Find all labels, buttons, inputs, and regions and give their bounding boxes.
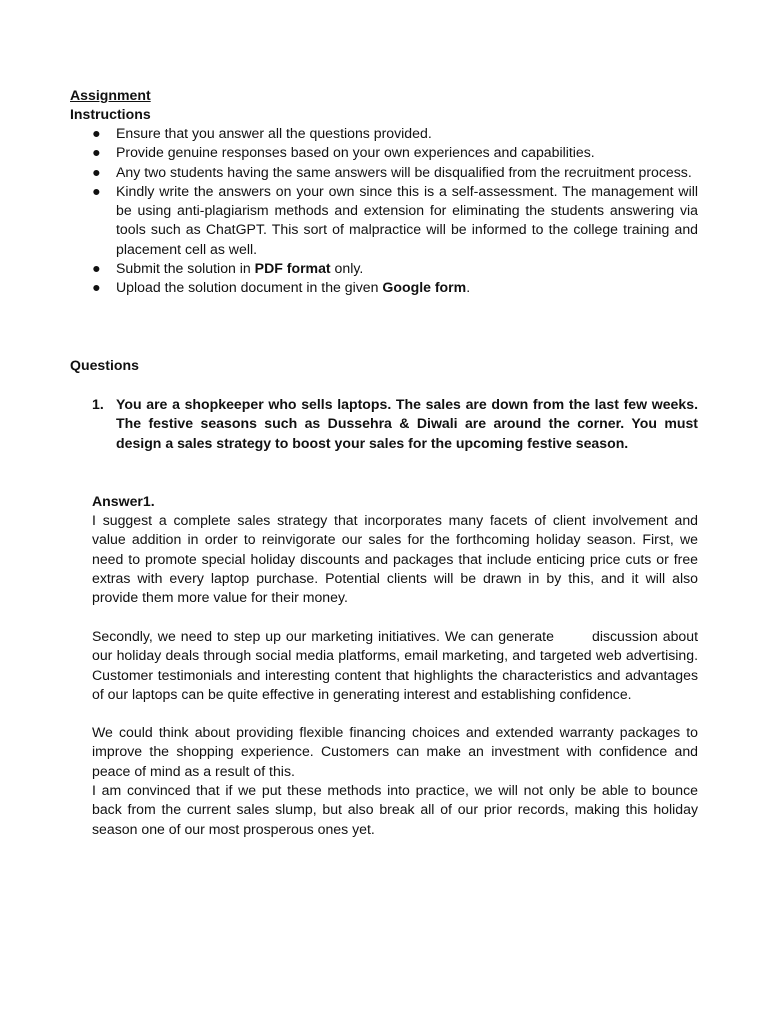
answer-paragraph: Secondly, we need to step up our marketing initiatives. We can generate discussion about our holiday deals through social media platforms, email marketing, and targeted web advertising. Customer testimonials and interesting content that highlights the characteristics and advantages of our laptops can be quite effective in generating interest and establishing confidence. bbox=[92, 628, 702, 702]
instruction-text: Any two students having the same answers will be disqualified from the recruitment process. bbox=[116, 163, 692, 180]
instruction-item bbox=[92, 143, 698, 162]
instruction-text-post: . bbox=[466, 279, 471, 296]
bullet-icon: ● bbox=[92, 260, 101, 277]
bullet-icon: ● bbox=[92, 163, 101, 180]
instruction-text-pre: Submit the solution in bbox=[116, 260, 255, 277]
bullet-icon: ● bbox=[92, 279, 101, 296]
instruction-text: Ensure that you answer all the questions provided. bbox=[116, 125, 432, 141]
bullet-icon: ● bbox=[92, 125, 101, 141]
answer-paragraph: I suggest a complete sales strategy that incorporates many facets of client involvement and value addition in order to reinvigorate our sales for the forthcoming holiday season. First, we need to promote special holiday discounts and packages that include enticing price cuts or free extras with every laptop purchase. Potential clients will be drawn in by this, and it will also provide them more value for their money. bbox=[92, 512, 698, 606]
instructions-list bbox=[92, 124, 698, 298]
instruction-item bbox=[92, 163, 698, 182]
questions-title: Questions bbox=[70, 357, 139, 373]
question-number: 1. bbox=[92, 396, 104, 412]
question-item bbox=[92, 395, 698, 453]
question-text: You are a shopkeeper who sells laptops. The sales are down from the last few weeks. The festive seasons such as Dussehra & Diwali are around the corner. You must design a sales strategy to boost your sales for the upcoming festive season. bbox=[116, 396, 698, 451]
assignment-heading: Assignment bbox=[70, 87, 151, 103]
instruction-item bbox=[92, 124, 698, 143]
instruction-text: Kindly write the answers on your own since this is a self-assessment. The management will be using anti-plagiarism methods and extension for eliminating the students answering via tools such as ChatGPT. This sort of malpractice will be informed to the college training and placement cell as well. bbox=[116, 182, 698, 257]
instructions-title: Instructions bbox=[70, 106, 151, 122]
instruction-text-post: only. bbox=[330, 260, 364, 277]
bullet-icon: ● bbox=[92, 144, 101, 161]
instruction-item bbox=[92, 259, 698, 278]
answer-label: Answer1. bbox=[92, 493, 155, 509]
bullet-icon: ● bbox=[92, 182, 101, 199]
instruction-item bbox=[92, 182, 698, 259]
instruction-text: Provide genuine responses based on your own experiences and capabilities. bbox=[116, 144, 595, 161]
instruction-text-bold: PDF format bbox=[254, 260, 331, 277]
instruction-item bbox=[92, 278, 698, 297]
answer-paragraph: I am convinced that if we put these methods into practice, we will not only be able to bounce back from the current sales slump, but also break all of our prior records, making this holiday season one of our most prosperous ones yet. bbox=[92, 782, 698, 837]
answer-paragraph: We could think about providing flexible financing choices and extended warranty packages to improve the shopping experience. Customers can make an investment with confidence and peace of mind as a result of this. bbox=[92, 724, 698, 779]
instruction-text-bold: Google form bbox=[382, 279, 467, 296]
instruction-text-pre: Upload the solution document in the given bbox=[116, 279, 383, 296]
